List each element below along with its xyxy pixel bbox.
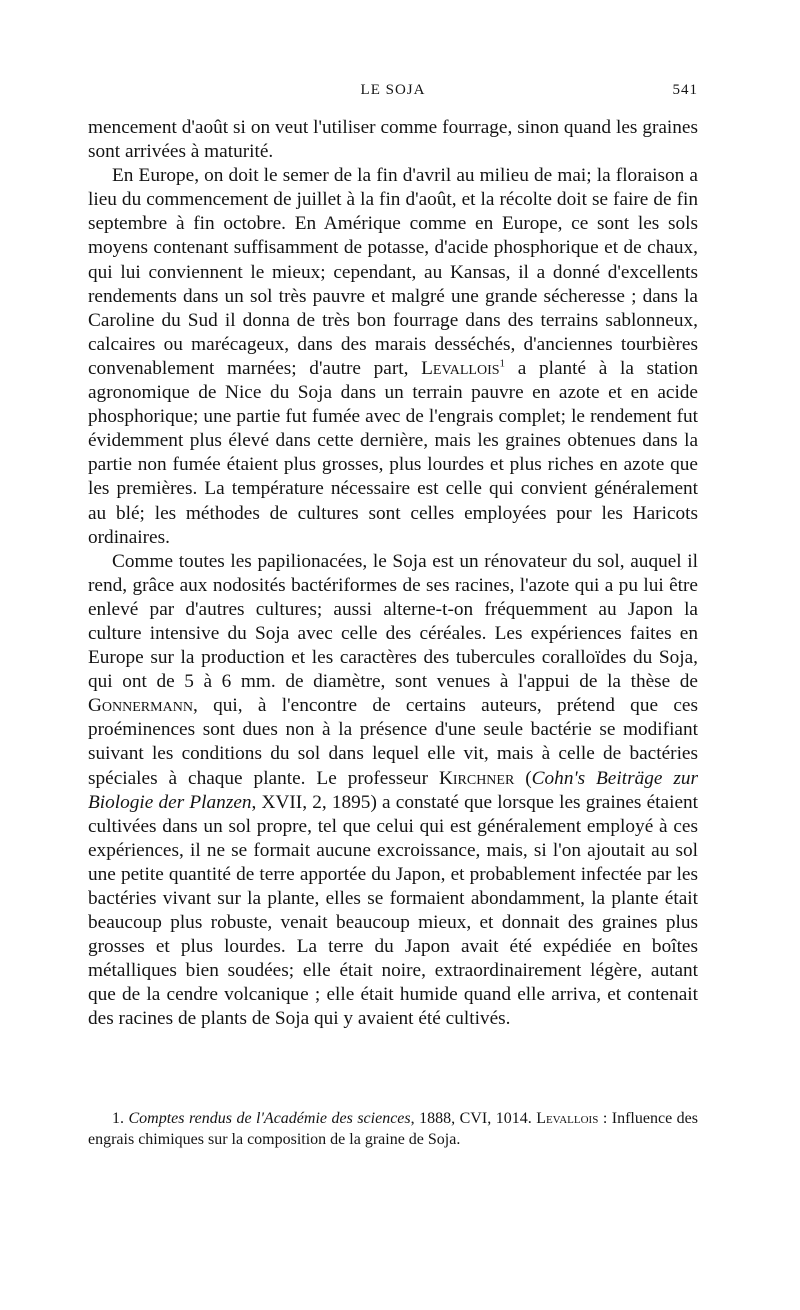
text-run: , qui, à l'encontre de certains auteurs, prétend que ces proéminences sont dues non à la présence d'une seule bactérie se modifiant suivant les conditions du sol dans lequel elle vit, mais à celle de bactéries spéciales à chaque plante. Le professeur: [88, 695, 698, 789]
footnote-1: [88, 1108, 698, 1150]
text-run: mencement d'août si on veut l'utiliser comme fourrage, sinon quand les graines sont arrivées à maturité.: [88, 117, 698, 163]
footnotes: [88, 1108, 698, 1150]
page-number: 541: [672, 82, 698, 98]
text-run: a planté à la station agronomique de Nice du Soja dans un terrain pauvre en azote et en acide phosphorique; une partie fut fumée avec de l'engrais complet; le rendement fut évidemment plus élevé dans cette dernière, mais les graines obtenues dans la partie non fumée étaient plus grosses, plus lourdes et plus riches en azote que les premières. La température nécessaire est celle qui convient généralement au blé; les méthodes de cultures sont celles employées pour les Haricots ordinaires.: [88, 357, 698, 548]
author-name: Kirchner: [438, 767, 515, 789]
text-run: Comptes rendus de l'Académie des sciences: [128, 1110, 411, 1127]
paragraph-cultivation: [88, 164, 698, 550]
text-run: , XVII, 2, 1895) a constaté que lorsque les graines étaient cultivées dans un sol propre, tel que celui qui est généralement employé à ces expériences, il ne se formait aucune excroissance, mais, si l'on ajoutait au sol une petite quantité de terre apportée du Japon, et probablement infectée par les bactéries vivant sur la plante, elles se formaient abondamment, la plante était beaucoup plus robuste, venait beaucoup mieux, et donnait des graines plus grosses et plus lourdes. La terre du Japon avait été expédiée en boîtes métalliques bien soudées; elle était noire, extraordinairement légère, autant que de la cendre volcanique ; elle était humide quand elle arriva, et contenait des racines de plants de Soja qui y avaient été cultivés.: [88, 791, 698, 1030]
text-run: (: [514, 767, 532, 789]
author-name: Levallois: [421, 357, 500, 379]
author-name: Levallois: [536, 1110, 599, 1127]
text-run: Comme toutes les papilionacées, le Soja est un rénovateur du sol, auquel il rend, grâce aux nodosités bactériformes de ses racines, l'azote qui a pu lui être enlevé par d'autres cultures; aussi alterne-t-on fréquemment au Japon la culture intensive du Soja avec celle des céréales. Les expériences faites en Europe sur la production et les caractères des tubercules coralloïdes du Soja, qui ont de 5 à 6 mm. de diamètre, sont venues à l'appui de la thèse de: [88, 550, 698, 693]
footnote-marker: 1: [499, 357, 506, 370]
running-title: LE SOJA: [360, 82, 426, 98]
text-run: En Europe, on doit le semer de la fin d'avril au milieu de mai; la floraison a lieu du commencement de juillet à la fin d'août, et la récolte doit se faire de fin septembre à fin octobre. En Amérique comme en Europe, ce sont les sols moyens contenant suffisamment de potasse, d'acide phosphorique et de chaux, qui lui conviennent le mieux; cependant, au Kansas, il a donné d'excellents rendements dans un sol très pauvre et malgré une grande sécheresse ; dans la Caroline du Sud il donna de très bon fourrage dans des terrains sablonneux, calcaires ou marécageux, dans des marais desséchés, d'anciennes tourbières convenablement marnées; d'autre part,: [88, 165, 698, 379]
paragraph-continuation: [88, 116, 698, 164]
body-text: [88, 116, 698, 1032]
text-run: : Influence des engrais chimiques sur la composition de la graine de Soja.: [88, 1110, 699, 1148]
author-name: Gonnermann: [88, 695, 193, 717]
text-run: 1.: [112, 1110, 129, 1127]
running-header: [88, 82, 698, 106]
text-run: Cohn's Beiträge zur Biologie der Planzen: [88, 767, 698, 813]
text-run: , 1888, CVI, 1014.: [410, 1110, 537, 1127]
paragraph-nodosities: [88, 550, 698, 1032]
